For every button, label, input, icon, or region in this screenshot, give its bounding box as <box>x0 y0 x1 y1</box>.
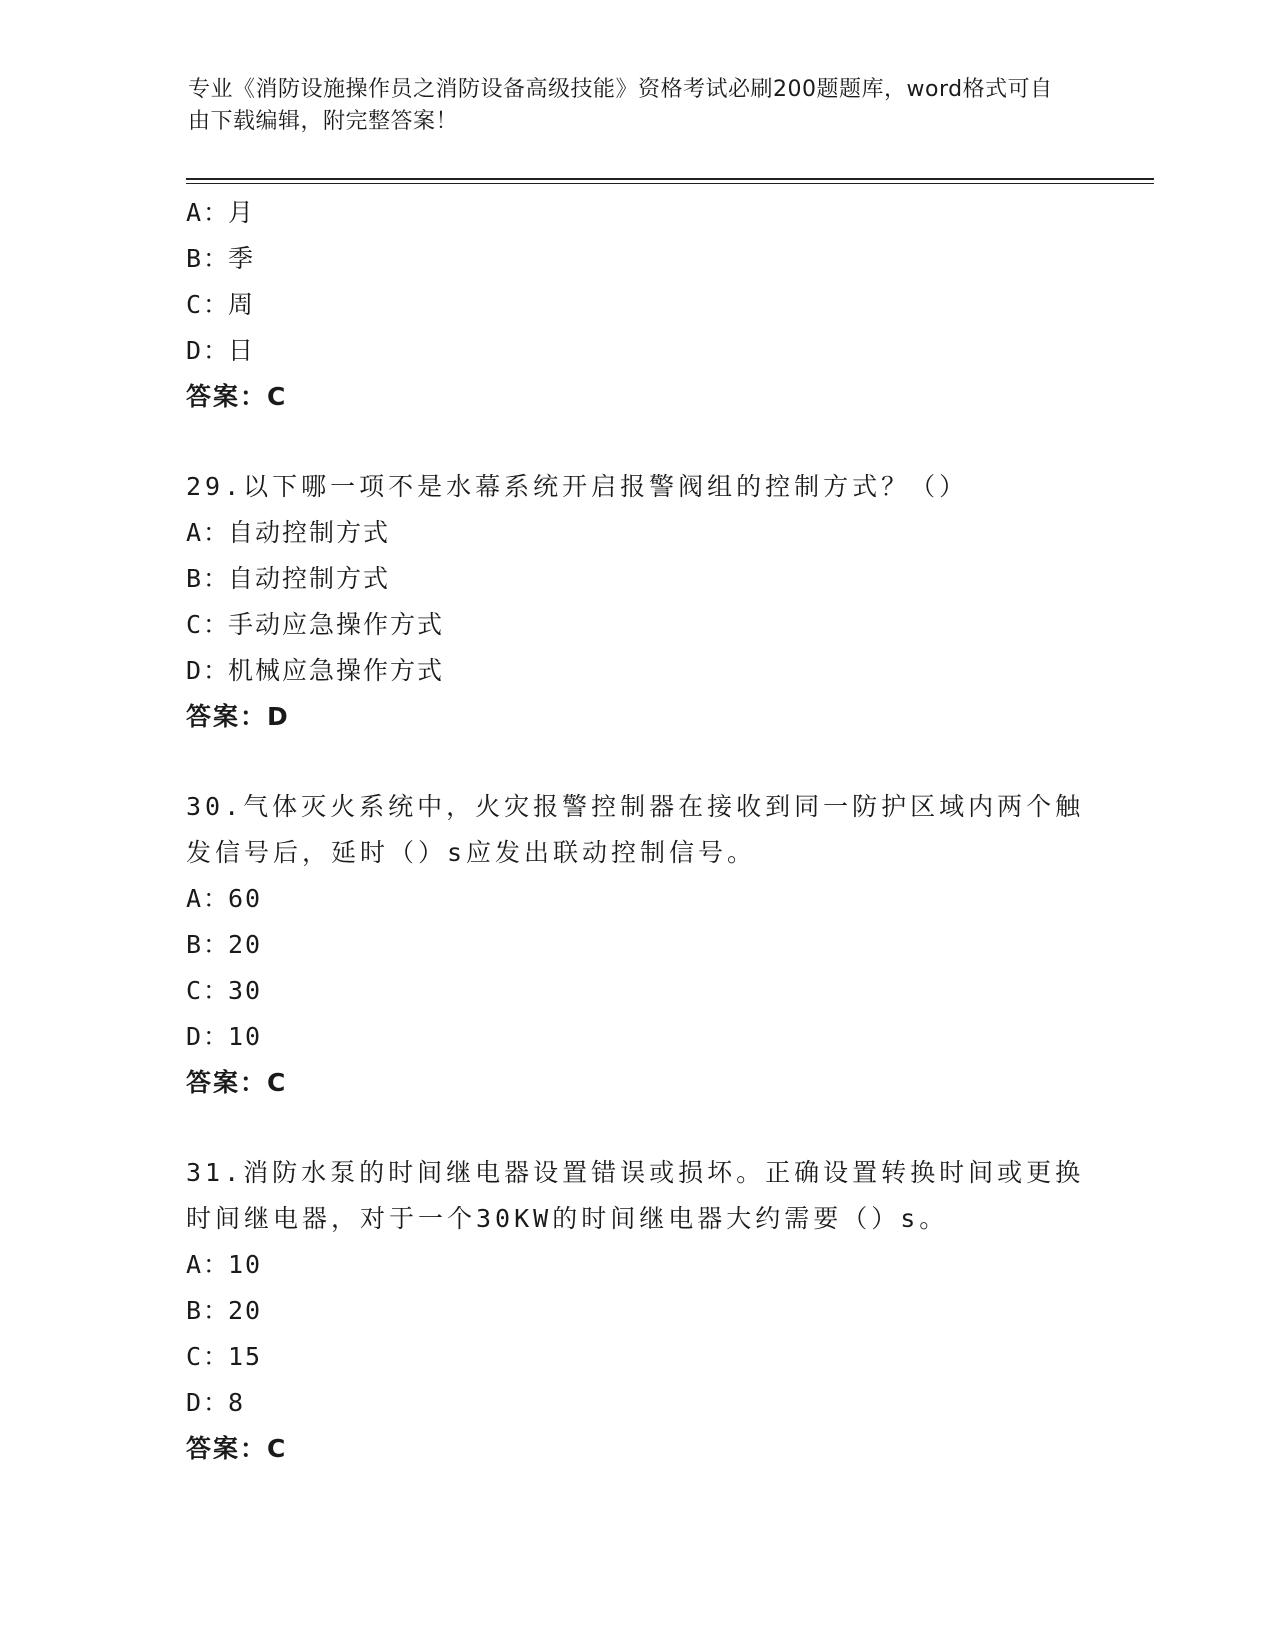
option-c: C：30 <box>186 976 263 1005</box>
option-b: B：季 <box>186 244 256 273</box>
option-a: A：10 <box>186 1250 263 1279</box>
document-header: 专业《消防设施操作员之消防设备高级技能》资格考试必刷200题题库，word格式可自由下载编辑，附完整答案！ <box>188 77 1053 134</box>
question-block-30 <box>186 784 1086 1106</box>
option-d: D：日 <box>186 336 256 365</box>
option-a: A：月 <box>186 198 256 227</box>
option-a: A：自动控制方式 <box>186 518 391 547</box>
answer-label: 答案：C <box>186 382 288 411</box>
option-d: D：机械应急操作方式 <box>186 656 445 685</box>
option-d: D：8 <box>186 1388 246 1417</box>
option-b: B：20 <box>186 1296 263 1325</box>
question-text: 30.气体灭火系统中，火灾报警控制器在接收到同一防护区域内两个触发信号后，延时（）s应发出联动控制信号。 <box>186 792 1085 867</box>
option-b: B：自动控制方式 <box>186 564 391 593</box>
spacer <box>186 1106 1086 1150</box>
question-block-continued <box>186 190 1086 420</box>
answer-label: 答案：D <box>186 702 290 731</box>
answer-label: 答案：C <box>186 1068 288 1097</box>
question-block-29 <box>186 464 1086 740</box>
option-c: C：周 <box>186 290 256 319</box>
option-c: C：15 <box>186 1342 263 1371</box>
spacer <box>186 420 1086 464</box>
option-a: A：60 <box>186 884 263 913</box>
question-text: 31.消防水泵的时间继电器设置错误或损坏。正确设置转换时间或更换时间继电器，对于一个30KW的时间继电器大约需要（）s。 <box>186 1158 1085 1233</box>
spacer <box>186 740 1086 784</box>
question-content <box>186 190 1086 1472</box>
question-text: 29.以下哪一项不是水幕系统开启报警阀组的控制方式？（） <box>186 472 969 501</box>
header-rule-thin <box>186 183 1154 184</box>
option-d: D：10 <box>186 1022 263 1051</box>
question-block-31 <box>186 1150 1086 1472</box>
option-b: B：20 <box>186 930 263 959</box>
option-c: C：手动应急操作方式 <box>186 610 445 639</box>
header-rule-thick <box>186 178 1154 180</box>
answer-label: 答案：C <box>186 1434 288 1463</box>
